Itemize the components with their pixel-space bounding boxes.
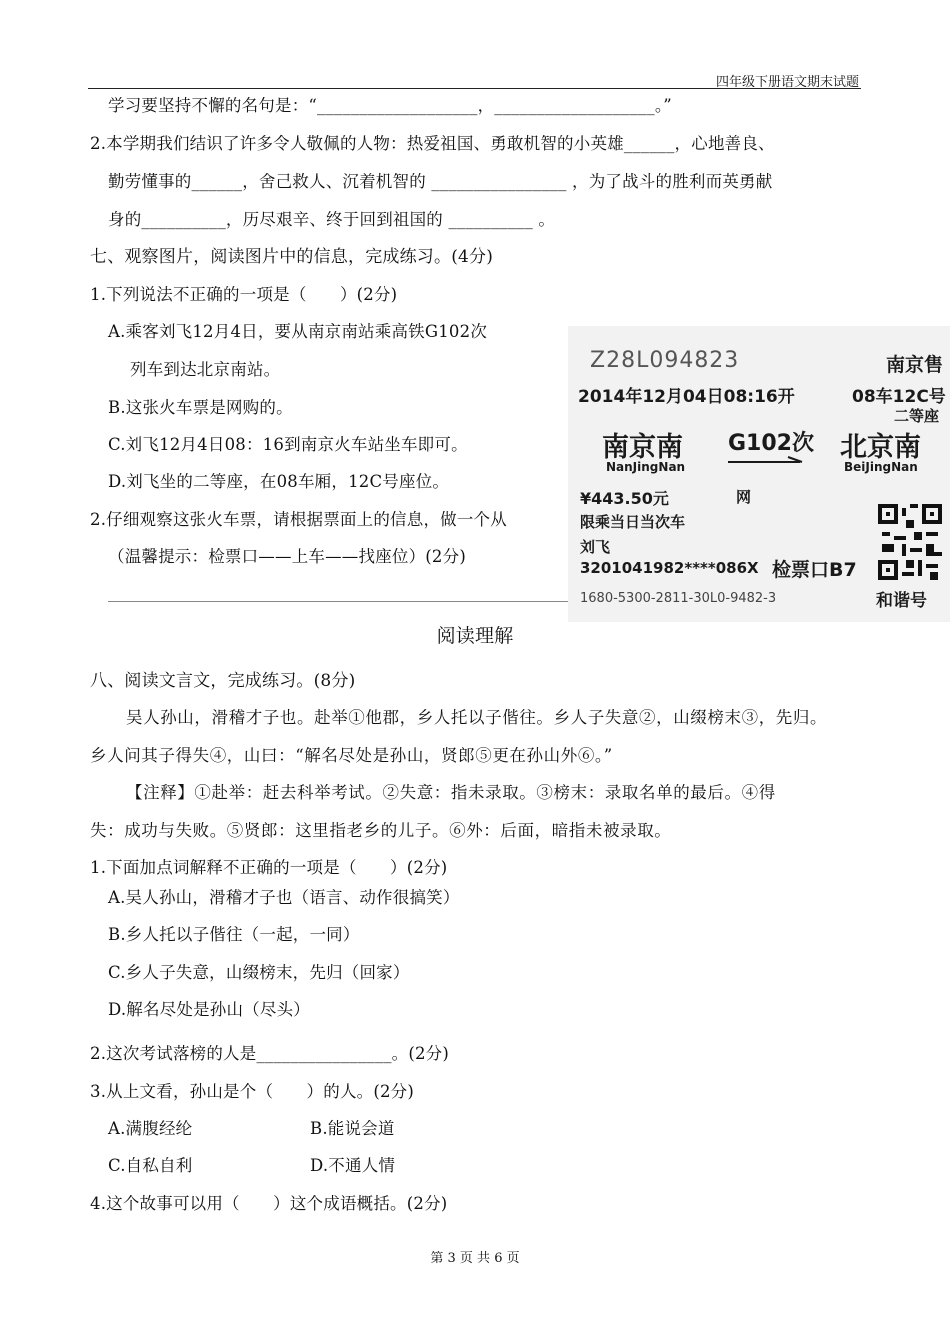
ticket-brand: 和谐号 [876, 591, 927, 611]
ticket-validity: 限乘当日当次车 [580, 513, 686, 531]
ticket-seat-class: 二等座 [894, 407, 940, 425]
option-8-1-d: D.解名尽处是孙山（尽头） [108, 1000, 310, 1019]
question-2-line-2: 勤劳懂事的______，舍己救人、沉着机智的 ________________ ，为了战斗的胜利而英勇献 [108, 172, 773, 191]
ticket-from-station: 南京南 [602, 432, 683, 463]
option-8-3-c: C.自私自利 [108, 1156, 193, 1175]
answer-line [108, 601, 568, 602]
option-8-1-b: B.乡人托以子偕往（一起，一同） [108, 925, 360, 944]
arrow-right-icon [726, 455, 806, 467]
ticket-serial: Z28L094823 [590, 348, 740, 373]
option-8-3-a: A.满腹经纶 [108, 1119, 193, 1138]
passage-line-2: 乡人问其子得失④，山曰：“解名尽处是孙山，贤郎⑤更在孙山外⑥。” [90, 746, 613, 765]
reading-title: 阅读理解 [436, 625, 514, 647]
ticket-car-seat: 08车12C号 [852, 387, 946, 407]
annotation-line-2: 失：成功与失败。⑤贤郎：这里指老乡的儿子。⑥外：后面，暗指未被录取。 [90, 821, 672, 840]
page-footer: 第 3 页 共 6 页 [430, 1251, 520, 1266]
ticket-datetime: 2014年12月04日08:16开 [578, 387, 795, 407]
option-8-3-d: D.不通人情 [310, 1156, 396, 1175]
ticket-channel: 网 [736, 488, 752, 506]
option-8-1-c: C.乡人子失意，山缀榜末，先归（回家） [108, 963, 410, 982]
question-7-1: 1.下列说法不正确的一项是（ ）(2分) [90, 285, 398, 304]
ticket-code: 1680-5300-2811-30L0-9482-3 [580, 591, 777, 606]
ticket-from-pinyin: NanJingNan [606, 460, 686, 474]
question-7-2-hint: （温馨提示：检票口——上车——找座位）(2分) [108, 547, 466, 566]
page-header [88, 70, 861, 89]
section-7-title: 七、观察图片，阅读图片中的信息，完成练习。(4分) [90, 247, 494, 267]
ticket-to-station: 北京南 [840, 432, 921, 463]
passage-line-1: 吴人孙山，滑稽才子也。赴举①他郡，乡人托以子偕往。乡人子失意②，山缀榜末③，先归。 [126, 708, 828, 727]
question-7-2: 2.仔细观察这张火车票，请根据票面上的信息，做一个从 [90, 510, 507, 529]
ticket-id-number: 3201041982****086X [580, 559, 759, 577]
option-7-1-b: B.这张火车票是网购的。 [108, 398, 293, 417]
option-7-1-c: C.刘飞12月4日08：16到南京火车站坐车即可。 [108, 435, 468, 454]
train-ticket [568, 326, 950, 622]
question-8-1: 1.下面加点词解释不正确的一项是（ ）(2分) [90, 858, 448, 877]
header-title: 四年级下册语文期末试题 [715, 75, 859, 90]
fill-blank-line-1: 学习要坚持不懈的名句是：“___________________，___________________。” [108, 96, 672, 115]
option-7-1-a-cont: 列车到达北京南站。 [130, 360, 281, 379]
ticket-price: ¥443.50元 [580, 489, 669, 508]
annotation-line-1: 【注释】①赴举：赶去科举考试。②失意：指未录取。③榜末：录取名单的最后。④得 [126, 783, 776, 802]
question-8-2: 2.这次考试落榜的人是________________。(2分) [90, 1044, 450, 1063]
ticket-passenger: 刘飞 [580, 538, 611, 556]
section-8-title: 八、阅读文言文，完成练习。(8分) [90, 671, 356, 691]
option-8-1-a: A.吴人孙山，滑稽才子也（语言、动作很搞笑） [108, 888, 460, 907]
option-8-3-b: B.能说会道 [310, 1119, 395, 1138]
option-7-1-a: A.乘客刘飞12月4日，要从南京南站乘高铁G102次 [108, 322, 488, 341]
question-8-3: 3.从上文看，孙山是个（ ）的人。(2分) [90, 1082, 415, 1101]
qr-code-icon [878, 504, 942, 580]
ticket-sale-station: 南京售 [886, 354, 944, 376]
ticket-to-pinyin: BeiJingNan [844, 460, 918, 474]
question-8-4: 4.这个故事可以用（ ）这个成语概括。(2分) [90, 1194, 448, 1213]
ticket-train-number: G102次 [728, 431, 814, 456]
question-2-line-3: 身的__________，历尽艰辛、终于回到祖国的 __________ 。 [108, 210, 556, 229]
option-7-1-d: D.刘飞坐的二等座，在08车厢，12C号座位。 [108, 472, 450, 491]
ticket-gate: 检票口B7 [772, 559, 857, 581]
question-2: 2.本学期我们结识了许多令人敬佩的人物：热爱祖国、勇敢机智的小英雄______，心地善良、 [90, 134, 775, 153]
